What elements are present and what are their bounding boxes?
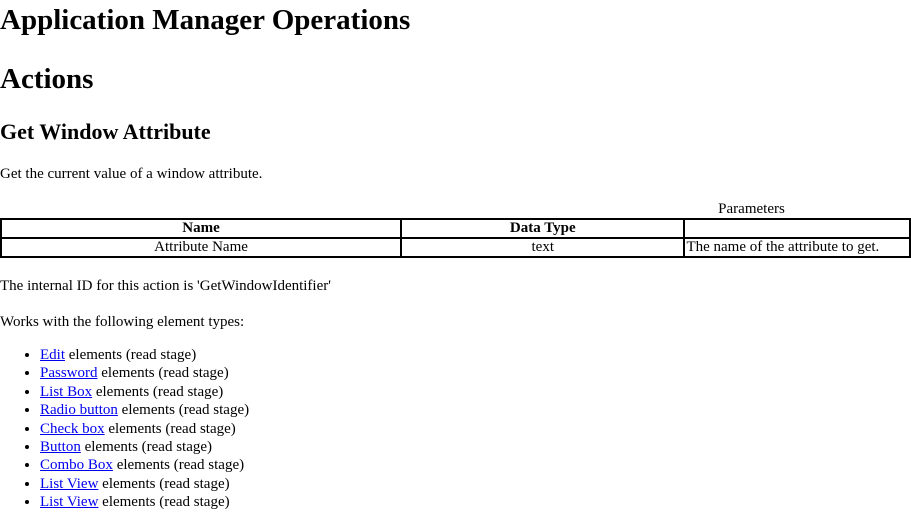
list-item bbox=[40, 475, 249, 493]
table-header-row bbox=[1, 219, 910, 238]
element-type-link-list-view[interactable]: List View bbox=[40, 475, 99, 492]
column-header-name: Name bbox=[1, 219, 401, 238]
list-item-suffix: elements (read stage) bbox=[92, 383, 224, 400]
column-header-description bbox=[684, 219, 910, 238]
element-type-link-button[interactable]: Button bbox=[40, 439, 81, 456]
list-item-suffix: elements (read stage) bbox=[80, 439, 213, 456]
list-item-suffix: elements (read stage) bbox=[112, 457, 245, 474]
internal-id-text: The internal ID for this action is 'GetWindowIdentifier' bbox=[0, 278, 331, 294]
element-types-list bbox=[0, 346, 249, 512]
list-item-suffix: elements (read stage) bbox=[117, 402, 250, 419]
list-item-suffix: elements (read stage) bbox=[98, 494, 230, 511]
list-item bbox=[40, 364, 249, 382]
element-type-link-list-view-2[interactable]: List View bbox=[40, 494, 99, 511]
param-name-cell: Attribute Name bbox=[1, 238, 401, 257]
table-row bbox=[1, 238, 910, 257]
action-heading: Get Window Attribute bbox=[0, 119, 211, 144]
list-item-suffix: elements (read stage) bbox=[104, 420, 236, 437]
element-type-link-combo-box[interactable]: Combo Box bbox=[40, 457, 113, 474]
parameters-table bbox=[0, 218, 911, 258]
list-item bbox=[40, 456, 249, 474]
list-item bbox=[40, 420, 249, 438]
element-type-link-check-box[interactable]: Check box bbox=[40, 420, 105, 437]
list-item-suffix: elements (read stage) bbox=[65, 347, 197, 363]
element-type-link-radio-button[interactable]: Radio button bbox=[40, 402, 118, 419]
list-item bbox=[40, 493, 249, 511]
section-heading: Actions bbox=[0, 63, 94, 95]
element-type-link-password[interactable]: Password bbox=[40, 365, 98, 382]
list-item bbox=[40, 383, 249, 401]
list-item bbox=[40, 346, 249, 364]
parameters-caption: Parameters bbox=[718, 201, 785, 217]
element-type-link-edit[interactable]: Edit bbox=[40, 347, 65, 363]
column-header-data-type: Data Type bbox=[401, 219, 684, 238]
page-title: Application Manager Operations bbox=[0, 4, 411, 36]
action-description: Get the current value of a window attribute. bbox=[0, 166, 263, 182]
list-item-suffix: elements (read stage) bbox=[98, 475, 230, 492]
param-description-cell: The name of the attribute to get. bbox=[684, 238, 910, 257]
list-item-suffix: elements (read stage) bbox=[97, 365, 229, 382]
param-type-cell: text bbox=[401, 238, 684, 257]
list-item bbox=[40, 401, 249, 419]
list-item bbox=[40, 438, 249, 456]
element-type-link-list-box[interactable]: List Box bbox=[40, 383, 93, 400]
works-with-text: Works with the following element types: bbox=[0, 314, 245, 330]
